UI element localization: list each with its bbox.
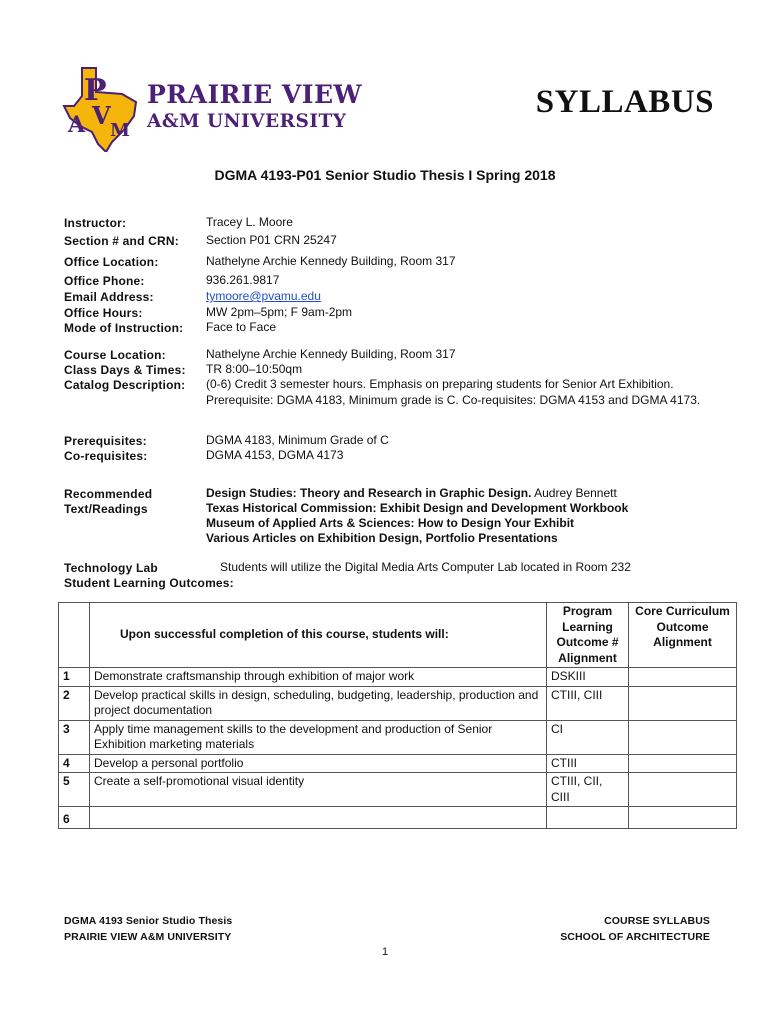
- university-name: PRAIRIE VIEW: [147, 80, 363, 109]
- row-desc: Create a self-promotional visual identity: [90, 773, 547, 807]
- row-desc: Develop a personal portfolio: [90, 754, 547, 773]
- outcomes-header-num: [59, 603, 90, 668]
- footer-school: SCHOOL OF ARCHITECTURE: [560, 931, 710, 943]
- row-core: [629, 720, 737, 754]
- section-value: Section P01 CRN 25247: [206, 233, 337, 247]
- prereq-value: DGMA 4183, Minimum Grade of C: [206, 433, 389, 447]
- page-number: 1: [381, 946, 389, 958]
- reading-2: Texas Historical Commission: Exhibit Design and Development Workbook: [206, 501, 629, 515]
- coreq-label: Co-requisites:: [64, 449, 148, 463]
- row-program: CTIII, CIII: [547, 686, 629, 720]
- email-link[interactable]: tymoore@pvamu.edu: [206, 289, 321, 303]
- instructor-label: Instructor:: [64, 216, 127, 230]
- class-days-label: Class Days & Times:: [64, 363, 186, 377]
- outcomes-header-program: Program Learning Outcome # Alignment: [547, 603, 629, 668]
- mode-value: Face to Face: [206, 320, 277, 334]
- class-days-value: TR 8:00–10:50qm: [206, 362, 303, 376]
- table-row: [59, 720, 737, 754]
- row-core: [629, 668, 737, 687]
- row-desc: Develop practical skills in design, scheduling, budgeting, leadership, production and project documentation: [90, 686, 547, 720]
- table-row: [59, 773, 737, 807]
- catalog-label: Catalog Description:: [64, 378, 186, 392]
- reading-1-author: Audrey Bennett: [531, 486, 617, 500]
- section-label: Section # and CRN:: [64, 234, 179, 248]
- outcomes-table: [58, 602, 737, 829]
- office-location-value: Nathelyne Archie Kennedy Building, Room 317: [206, 254, 456, 268]
- row-desc: Apply time management skills to the development and production of Senior Exhibition marketing materials: [90, 720, 547, 754]
- table-row: [59, 668, 737, 687]
- office-hours-value: MW 2pm–5pm; F 9am-2pm: [206, 305, 353, 319]
- row-num: 5: [59, 773, 90, 807]
- footer-university: PRAIRIE VIEW A&M UNIVERSITY: [64, 931, 232, 943]
- readings-label-line2: Text/Readings: [64, 502, 148, 516]
- course-location-value: Nathelyne Archie Kennedy Building, Room 317: [206, 347, 456, 361]
- svg-text:V: V: [92, 101, 111, 130]
- email-label: Email Address:: [64, 290, 154, 304]
- outcomes-header-desc: Upon successful completion of this course, students will:: [90, 603, 547, 668]
- catalog-value: (0-6) Credit 3 semester hours. Emphasis on preparing students for Senior Art Exhibition. Prerequisite: DGMA 4183, Minimum grade is C. Co-requisites: DGMA 4153 and DGMA 4173.: [206, 377, 701, 407]
- row-core: [629, 807, 737, 829]
- footer-course: DGMA 4193 Senior Studio Thesis: [64, 915, 233, 927]
- tech-lab-value: Students will utilize the Digital Media Arts Computer Lab located in Room 232: [220, 560, 631, 574]
- course-title: DGMA 4193-P01 Senior Studio Thesis I Spring 2018: [214, 167, 556, 183]
- row-core: [629, 773, 737, 807]
- table-row: [59, 686, 737, 720]
- reading-3: Museum of Applied Arts & Sciences: How to Design Your Exhibit: [206, 516, 575, 530]
- row-program: CTIII, CII, CIII: [547, 773, 629, 807]
- office-hours-label: Office Hours:: [64, 306, 143, 320]
- reading-4: Various Articles on Exhibition Design, Portfolio Presentations: [206, 531, 558, 545]
- outcomes-header-row: [59, 603, 737, 668]
- row-desc: Demonstrate craftsmanship through exhibition of major work: [90, 668, 547, 687]
- office-phone-value: 936.261.9817: [206, 273, 280, 287]
- university-subname: A&M UNIVERSITY: [147, 111, 347, 132]
- row-num: 1: [59, 668, 90, 687]
- readings-label-line1: Recommended: [64, 487, 153, 501]
- row-num: 6: [59, 807, 90, 829]
- slo-label: Student Learning Outcomes:: [64, 576, 234, 590]
- tech-lab-label: Technology Lab: [64, 561, 158, 575]
- table-row: [59, 807, 737, 829]
- reading-1: [206, 486, 617, 502]
- pvamu-logo-icon: [62, 66, 138, 152]
- row-program: CI: [547, 720, 629, 754]
- course-location-label: Course Location:: [64, 348, 166, 362]
- row-core: [629, 754, 737, 773]
- row-num: 3: [59, 720, 90, 754]
- reading-1-title: Design Studies: Theory and Research in Graphic Design.: [206, 486, 532, 500]
- svg-text:P: P: [84, 73, 107, 108]
- row-core: [629, 686, 737, 720]
- office-location-label: Office Location:: [64, 255, 159, 269]
- document-type-heading: SYLLABUS: [535, 84, 714, 120]
- row-program: [547, 807, 629, 829]
- svg-text:A: A: [68, 112, 86, 138]
- row-program: DSKIII: [547, 668, 629, 687]
- mode-label: Mode of Instruction:: [64, 321, 184, 335]
- prereq-label: Prerequisites:: [64, 434, 147, 448]
- svg-text:M: M: [110, 120, 130, 141]
- instructor-value: Tracey L. Moore: [206, 215, 293, 229]
- table-row: [59, 754, 737, 773]
- coreq-value: DGMA 4153, DGMA 4173: [206, 448, 344, 462]
- footer-doc-type: COURSE SYLLABUS: [604, 915, 710, 927]
- row-num: 4: [59, 754, 90, 773]
- row-num: 2: [59, 686, 90, 720]
- row-desc: [90, 807, 547, 829]
- row-program: CTIII: [547, 754, 629, 773]
- outcomes-header-core: Core Curriculum Outcome Alignment: [629, 603, 737, 668]
- office-phone-label: Office Phone:: [64, 274, 145, 288]
